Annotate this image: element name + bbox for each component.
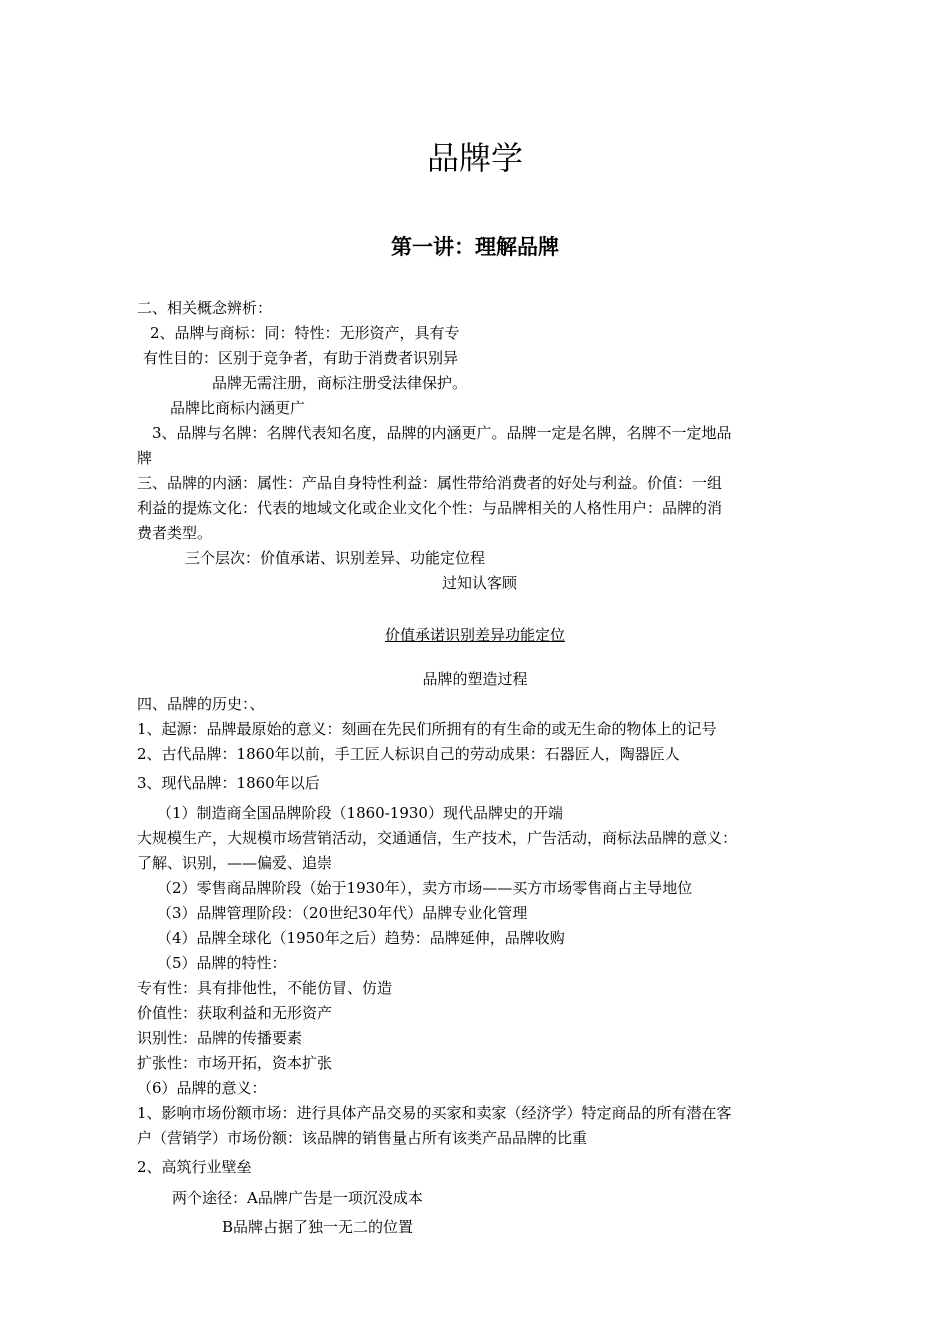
section-heading-history: 四、品牌的历史：、 bbox=[137, 695, 265, 713]
text-line: 2、高筑行业壁垒 bbox=[137, 1158, 252, 1176]
section-heading-concepts: 二、相关概念辨析： bbox=[137, 299, 273, 317]
text-line: 2、品牌与商标：同：特性：无形资产，具有专 bbox=[150, 324, 460, 342]
text-line: 扩张性：市场开拓，资本扩张 bbox=[137, 1054, 333, 1072]
text-line: 2、古代品牌：1860年以前，手工匠人标识自己的劳动成果：石器匠人，陶器匠人 bbox=[137, 745, 680, 763]
text-line: 过知认客顾 bbox=[442, 574, 518, 592]
text-line: （5）品牌的特性： bbox=[157, 954, 287, 972]
text-line: 1、影响市场份额市场：进行具体产品交易的买家和卖家（经济学）特定商品的所有潜在客 bbox=[137, 1104, 732, 1122]
text-line: 户（营销学）市场份额：该品牌的销售量占所有该类产品品牌的比重 bbox=[137, 1129, 588, 1147]
text-line: （1）制造商全国品牌阶段（1860-1930）现代品牌史的开端 bbox=[157, 804, 563, 822]
document-title: 品牌学 bbox=[426, 139, 523, 177]
text-line: 大规模生产，大规模市场营销活动，交通通信，生产技术，广告活动，商标法品牌的意义： bbox=[137, 829, 738, 847]
text-line: 了解、识别，——偏爱、追崇 bbox=[137, 854, 333, 872]
text-line: 品牌无需注册，商标注册受法律保护。 bbox=[212, 374, 468, 392]
text-line: 三个层次：价值承诺、识别差异、功能定位程 bbox=[185, 549, 486, 567]
section-heading-connotation: 三、品牌的内涵：属性：产品自身特性利益：属性带给消费者的好处与利益。价值：一组 bbox=[137, 474, 723, 492]
text-line: 利益的提炼文化：代表的地域文化或企业文化个性：与品牌相关的人格性用户：品牌的消 bbox=[137, 499, 723, 517]
text-line: （2）零售商品牌阶段（始于1930年），卖方市场——买方市场零售商占主导地位 bbox=[157, 879, 693, 897]
process-caption: 品牌的塑造过程 bbox=[422, 670, 528, 688]
levels-caption: 价值承诺识别差异功能定位 bbox=[384, 626, 565, 644]
text-line: 价值性：获取利益和无形资产 bbox=[137, 1004, 333, 1022]
text-line: 费者类型。 bbox=[137, 524, 213, 542]
text-line: 1、起源：品牌最原始的意义：刻画在先民们所拥有的有生命的或无生命的物体上的记号 bbox=[137, 720, 717, 738]
text-line: 识别性：品牌的传播要素 bbox=[137, 1029, 303, 1047]
text-line: 有性目的：区别于竞争者，有助于消费者识别异 bbox=[143, 349, 459, 367]
text-line: （4）品牌全球化（1950年之后）趋势：品牌延伸，品牌收购 bbox=[157, 929, 565, 947]
text-line: 3、现代品牌：1860年以后 bbox=[137, 774, 320, 792]
text-line: 牌 bbox=[137, 449, 153, 467]
lecture-heading: 第一讲：理解品牌 bbox=[391, 235, 559, 259]
text-line: （3）品牌管理阶段：（20世纪30年代）品牌专业化管理 bbox=[157, 904, 528, 922]
text-line: （6）品牌的意义： bbox=[137, 1079, 267, 1097]
text-line: 3、品牌与名牌：名牌代表知名度，品牌的内涵更广。品牌一定是名牌，名牌不一定地品 bbox=[152, 424, 732, 442]
text-line: 两个途径：A品牌广告是一项沉没成本 bbox=[172, 1189, 423, 1207]
text-line: 专有性：具有排他性，不能仿冒、仿造 bbox=[137, 979, 393, 997]
text-line: 品牌比商标内涵更广 bbox=[170, 399, 306, 417]
text-line: B品牌占据了独一无二的位置 bbox=[222, 1218, 414, 1236]
